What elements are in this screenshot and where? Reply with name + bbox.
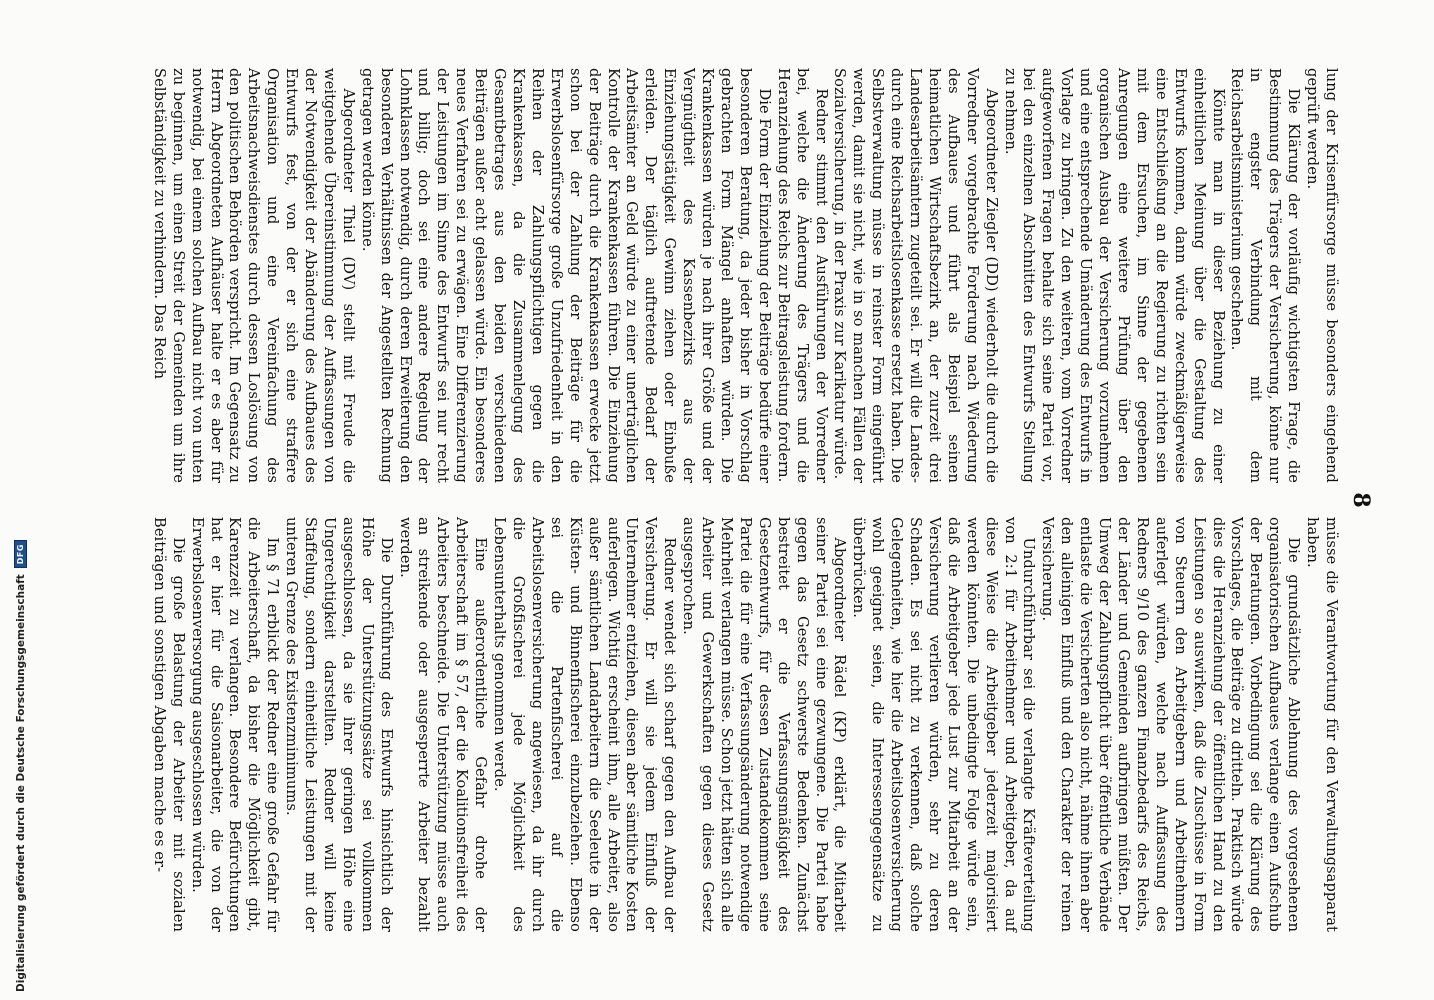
paragraph: Im § 71 erblickt der Redner eine große Gefahr für die Arbeiterschaft, da bisher die Möglichkeit gibt, Karenzzeit zu verlangen. Besondere Befürchtungen hat er hier für die Saisonarbeiter, die von der Erwerbslosenversorgung ausgeschlossen würden. xyxy=(188,517,282,932)
text-columns xyxy=(150,68,1340,932)
text-column-left xyxy=(150,68,1340,483)
paragraph: Undurchführbar sei die verlangte Kräfteverteilung von 2:1 für Arbeitnehmer und Arbeitgeber, da auf diese Weise die Arbeitgeber jederzeit majorisiert werden könnten. Die unbedingte Folge würde sein, daß die Arbeitgeber jede Lust zur Mitarbeit an der Versicherung verlieren würden, sehr zu deren Schaden. Es sei nicht zu verkennen, daß solche Gelegenheiten, wie hier die Arbeitslosenversicherung wohl geeignet seien, die Interessengegensätze zu überbrücken. xyxy=(850,517,1038,932)
paragraph: Die Form der Einziehung der Beiträge bedürfe einer besonderen Beratung, da jeder bisher in Vorschlag gebrachten Form Mängel anhaften würden. Die Krankenkassen würden je nach ihrer Größe und der Vergnügtheit des Kassenbezirks aus der Einziehungstätigkeit Gewinn ziehen oder Einbuße erleiden. Der täglich auftretende Bedarf der Arbeitsämter an Geld würde zu einer unerträglichen Kontrolle der Krankenkassen führen. Die Einziehung der Beiträge durch die Krankenkassen erwecke jetzt schon bei der Zahlung der Beiträge für die Erwerbslosenfürsorge große Unzufriedenheit in den Reihen der Zahlungspflichtigen gegen die Krankenkassen, da die Zusammenlegung des Gesamtbetrages aus den beiden verschiedenen Beiträgen außer acht gelassen würde. Ein besonderes neues Verfahren sei zu erwägen. Eine Differenzierung der Leistungen im Sinne des Entwurfs sei nur recht und billig; doch sei eine andere Regelung der Lohnklassen notwendig, durch deren Erweiterung den besonderen Verhältnissen der Angestellten Rechnung getragen werden könne. xyxy=(358,68,773,483)
text-column-right xyxy=(150,517,1340,932)
dfg-credit xyxy=(14,540,27,992)
page-number: 8 xyxy=(1348,492,1374,508)
credit-text: Digitalisierung gefördert durch die Deutsche Forschungsgemeinschaft xyxy=(14,574,27,992)
paragraph: Redner stimmt den Ausführungen der Vorredner bei, welche die Änderung des Trägers und die Heranziehung des Reichs zur Beitragsleistung fordern. xyxy=(774,68,830,483)
paragraph: Die Klärung der vorläufig wichtigsten Frage, die Bestimmung des Trägers der Versicherung, könne nur in engster Verbindung mit dem Reichsarbeitsministerium geschehen. xyxy=(1228,68,1303,483)
paragraph: Abgeordneter Ziegler (DD) wiederholt die durch die Vorredner vorgebrachte Forderung nach Wiederung des Aufbaues und führt als Beispiel seinen heimatlichen Wirtschaftsbezirk an, der zurzeit drei Landesarbeitsämtern zugeteilt sei. Er will die Landes- durch eine Reichsarbeitslosenkasse ersetzt haben. Die Selbstverwaltung müsse in reinster Form eingeführt werden, damit sie nicht, wie in so manchen Fällen der Sozialversicherung, in der Praxis zur Karikatur würde. xyxy=(831,68,1000,483)
paragraph: Die grundsätzliche Ablehnung des vorgesehenen organisatorischen Aufbaues verlange einen Aufschub der Beratungen. Vorbedingung sei die Klärung des Vorschlages, die Beiträge zu dritteln. Praktisch würde dies die Heranziehung der öffentlichen Hand zu den Leistungen so auswirken, daß die Zuschüsse in Form von Steuern den Arbeitgebern und Arbeitnehmern auferlegt würden, welche nach Auffassung des Redners 9/10 des ganzen Finanzbedarfs des Reichs, der Länder und Gemeinden aufbringen müßten. Der Umweg der Zahlungspflicht über öffentliche Verbände entlaste die Versicherten also nicht, nähme ihnen aber den alleinigen Einfluß und den Charakter der reinen Versicherung. xyxy=(1039,517,1303,932)
paragraph: Eine außerordentliche Gefahr drohe der Arbeiterschaft im § 57, der die Koalitionsfreiheit des Arbeiters beschneide. Die Unterstützung müsse auch an streikende oder ausgesperrte Arbeiter bezahlt werden. xyxy=(396,517,490,932)
rotated-book-page xyxy=(150,50,1380,950)
paragraph: Redner wendet sich scharf gegen den Aufbau der Versicherung. Er will sie jedem Einfluß der Unternehmer entziehen, diesen aber sämtliche Kosten auferlegen. Wichtig erscheint ihm, alle Arbeiter, also außer sämtlichen Landarbeitern die Seeleute in der Küsten- und Binnenfischerei einzubeziehen. Ebenso sei die Partenfischerei auf die Arbeitslosenversicherung angewiesen, da ihr durch die Großfischerei jede Möglichkeit des Lebensunterhalts genommen werde. xyxy=(491,517,679,932)
paragraph: Abgeordneter Thiel (DV) stellt mit Freude die weitgehende Übereinstimmung der Auffassungen von der Notwendigkeit der Abänderung des Aufbaues des Entwurfs fest, von der er sich eine straffere Organisation und eine Vereinfachung des Arbeitsnachweisdienstes durch dessen Loslösung von den politischen Behörden verspricht. Im Gegensatz zu Herrn Abgeordneten Aufhäuser halte er es aber für notwendig, bei einem solchen Aufbau nicht von unten zu beginnen, um einen Streit der Gemeinden um ihre Selbständigkeit zu verhindern. Das Reich xyxy=(150,68,357,483)
paragraph: Die große Belastung der Arbeiter mit sozialen Beiträgen und sonstigen Abgaben mache es er- xyxy=(150,517,187,932)
paragraph: müsse die Verantwortung für den Verwaltungsapparat haben. xyxy=(1304,517,1340,932)
paragraph: Abgeordneter Rädel (KP) erklärt, die Mitarbeit seiner Partei sei eine gezwungene. Die Partei habe gegen das Gesetz schwerste Bedenken. Zunächst bestreitet er die Verfassungsmäßigkeit des Gesetzentwurfs, für dessen Zustandekommen seine Partei die für eine Verfassungsänderung notwendige Mehrheit verlangen müsse. Schon jetzt hätten sich alle Arbeiter und Gewerkschaften gegen dieses Gesetz ausgesprochen. xyxy=(680,517,849,932)
dfg-logo: DFG xyxy=(14,540,27,568)
paragraph: Könnte man in dieser Beziehung zu einer einheitlichen Meinung über die Gestaltung des Entwurfs kommen, dann würde zweckmäßigerweise eine Entschließung an die Regierung zu richten sein mit dem Ersuchen, im Sinne der gegebenen Anregungen eine weitere Prüfung über den organischen Ausbau der Versicherung vorzunehmen und eine entsprechende Umänderung des Entwurfs in Vorlage zu bringen. Zu den weiteren, vom Vorredner aufgeworfenen Fragen behalte sich seine Partei vor, bei den einzelnen Abschnitten des Entwurfs Stellung zu nehmen. xyxy=(1001,68,1227,483)
paragraph: lung der Krisenfürsorge müsse besonders eingehend geprüft werden. xyxy=(1304,68,1340,483)
paragraph: Die Durchführung des Entwurfs hinsichtlich der Höhe der Unterstützungssätze sei vollkommen ausgeschlossen, da sie ihrer geringen Höhe eine Ungerechtigkeit darstellten. Redner will keine Staffelung, sondern einheitliche Leistungen mit der unteren Grenze des Existenzminimums. xyxy=(283,517,395,932)
